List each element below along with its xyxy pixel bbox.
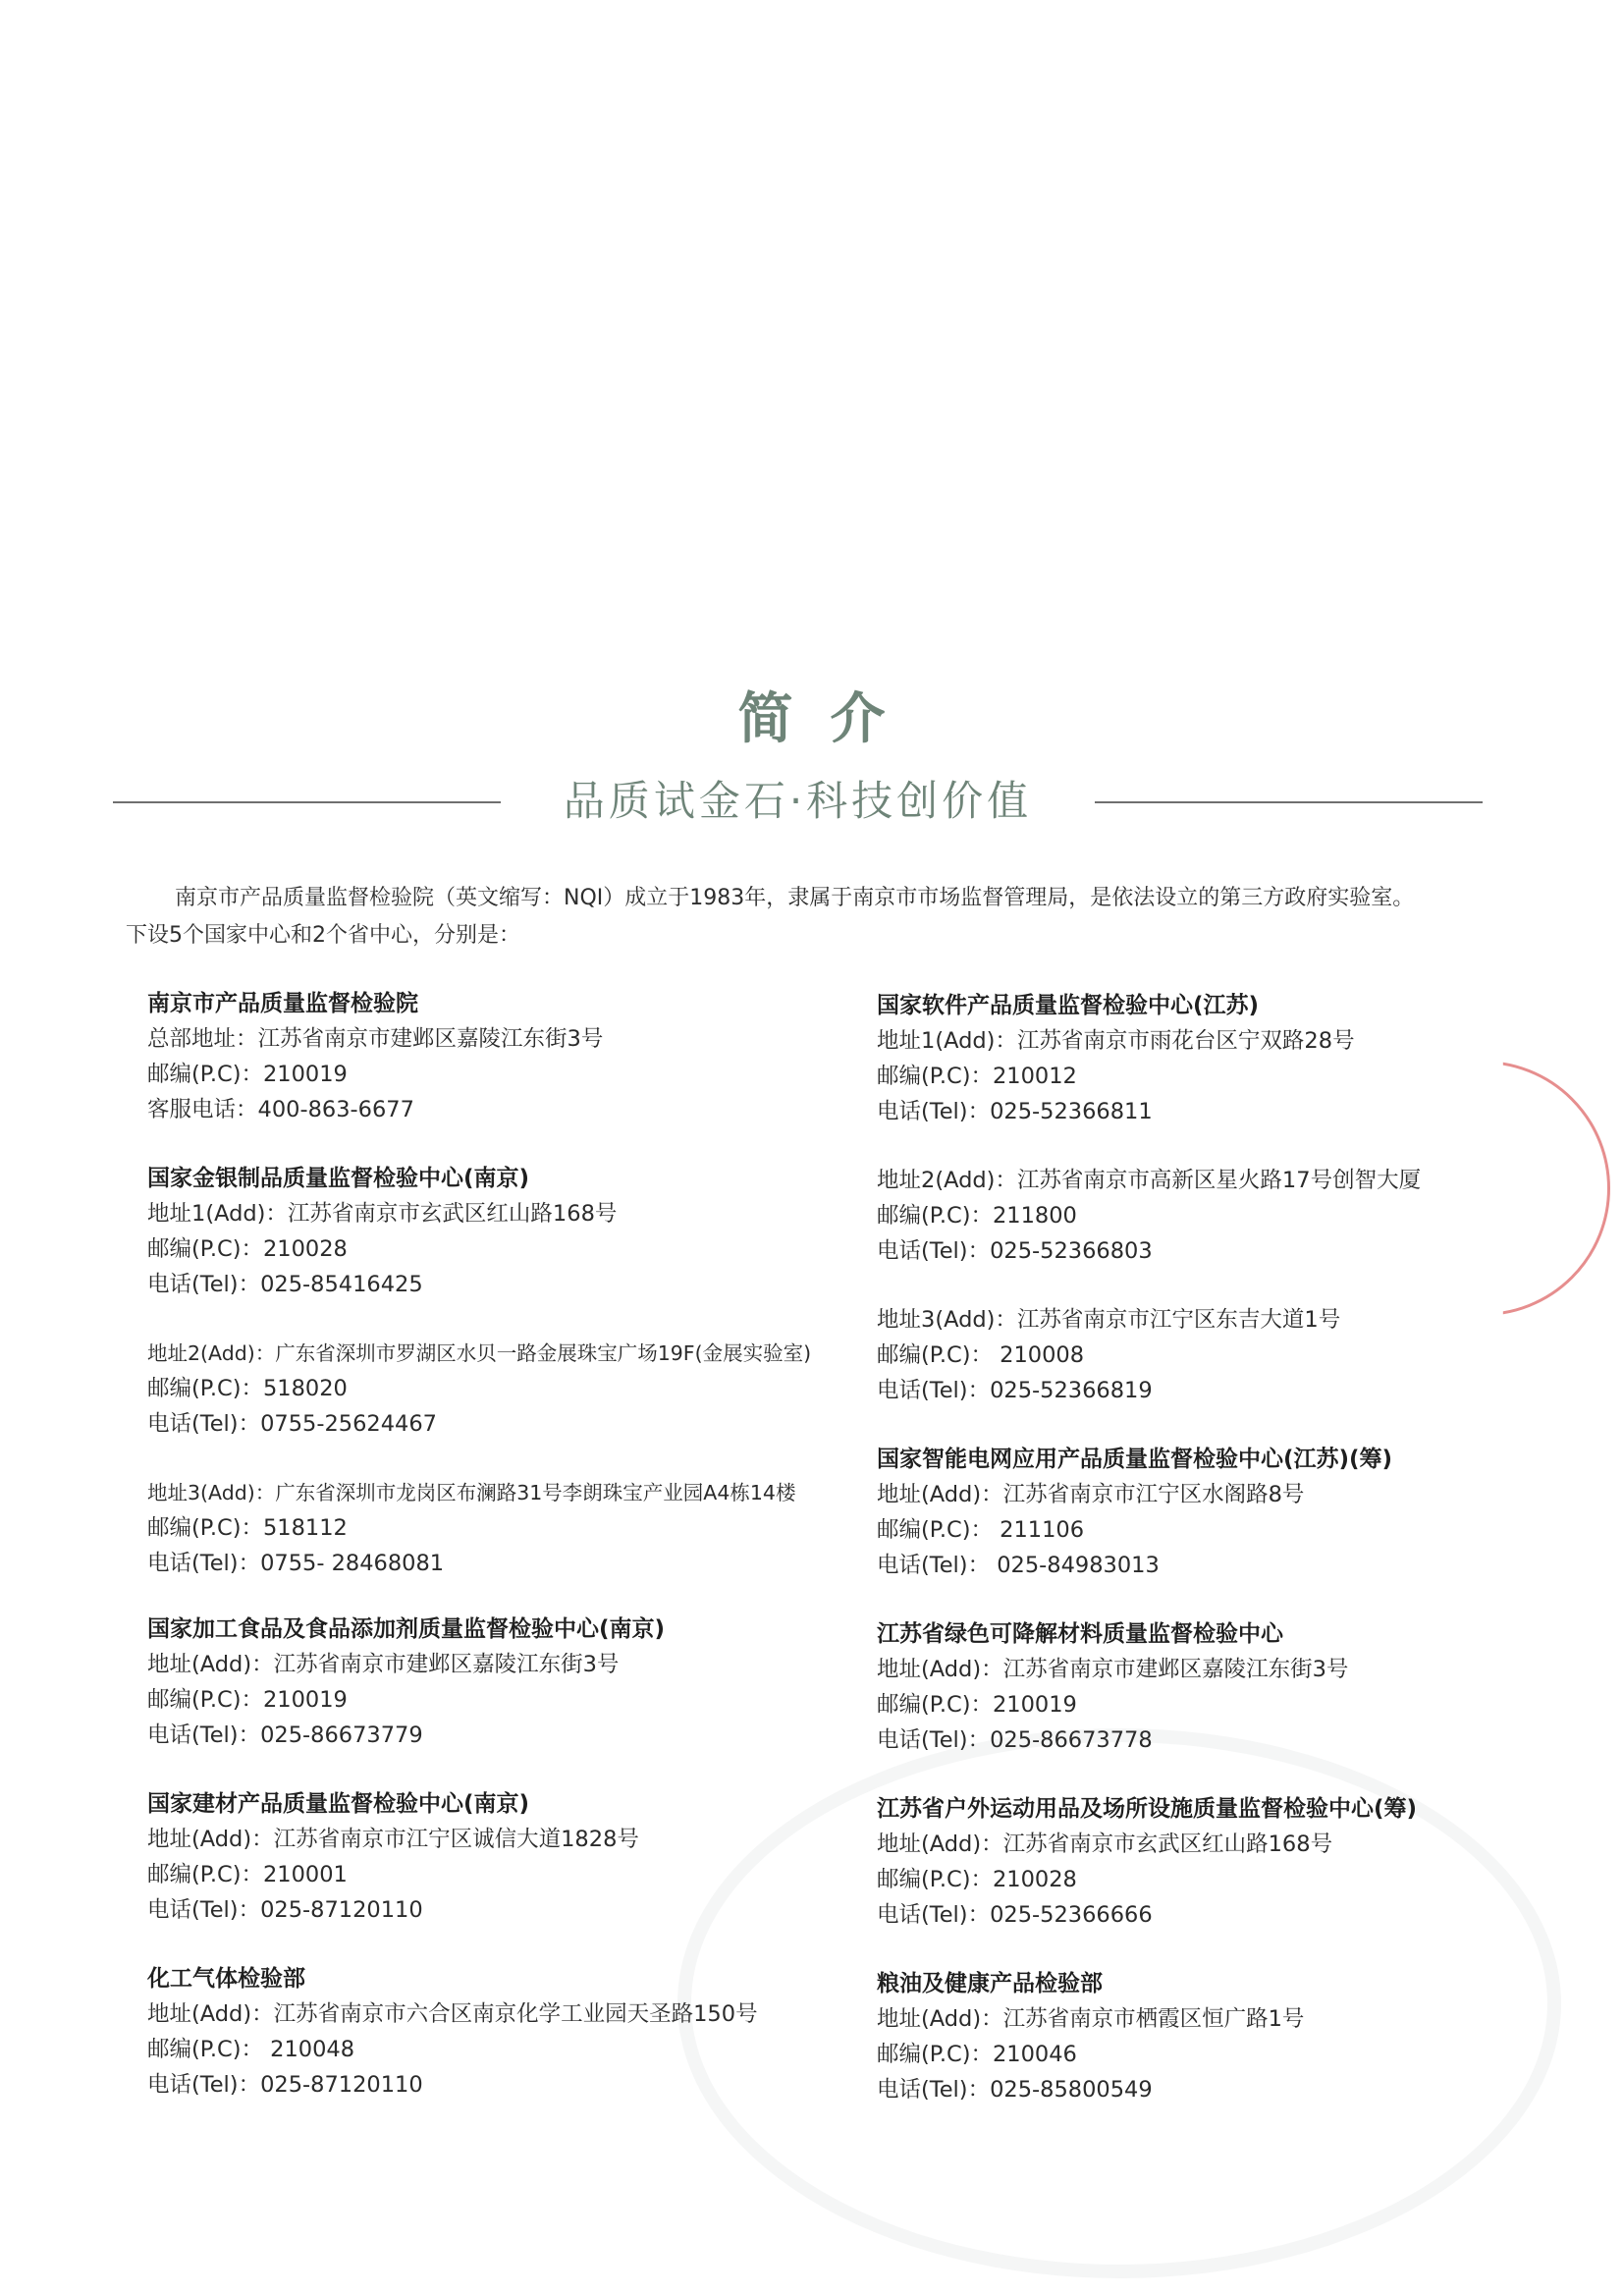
center-heading: 南京市产品质量监督检验院 — [147, 991, 418, 1016]
postcode-line: 邮编(P.C)：210028 — [877, 1867, 1077, 1892]
center-heading: 江苏省绿色可降解材料质量监督检验中心 — [877, 1621, 1283, 1647]
left-column — [147, 986, 854, 2103]
postcode-line: 邮编(P.C)：210046 — [877, 2042, 1077, 2067]
postcode-line: 邮编(P.C)：211800 — [877, 1203, 1077, 1229]
center-block-degradable-materials — [877, 1616, 1584, 1758]
address-line: 地址(Add)：江苏省南京市江宁区水阁路8号 — [877, 1482, 1305, 1507]
address-line: 地址(Add)：江苏省南京市六合区南京化学工业园天圣路150号 — [147, 2001, 758, 2027]
center-heading: 国家智能电网应用产品质量监督检验中心(江苏)(筹) — [877, 1447, 1393, 1472]
phone-line: 电话(Tel)：025-52366811 — [877, 1099, 1153, 1124]
center-heading: 江苏省户外运动用品及场所设施质量监督检验中心(筹) — [877, 1796, 1418, 1822]
postcode-line: 邮编(P.C)：518020 — [147, 1376, 348, 1401]
address-line: 地址3(Add)：广东省深圳市龙岗区布澜路31号李朗珠宝产业园A4栋14楼 — [147, 1481, 796, 1504]
address-line: 地址1(Add)：江苏省南京市雨花台区宁双路28号 — [877, 1028, 1355, 1054]
phone-line: 客服电话：400-863-6677 — [147, 1097, 414, 1122]
postcode-line: 邮编(P.C)：518112 — [147, 1515, 348, 1541]
address-line: 地址3(Add)：江苏省南京市江宁区东吉大道1号 — [877, 1307, 1341, 1333]
postcode-line: 邮编(P.C)：210019 — [147, 1687, 348, 1713]
intro-line-1: 南京市产品质量监督检验院（英文缩写：NQI）成立于1983年，隶属于南京市市场监督管理局，是依法设立的第三方政府实验室。 — [175, 886, 1415, 910]
address-line: 地址(Add)：江苏省南京市建邺区嘉陵江东街3号 — [147, 1652, 620, 1677]
address-line: 地址(Add)：江苏省南京市栖霞区恒广路1号 — [877, 2006, 1305, 2032]
phone-line: 电话(Tel)：025-87120110 — [147, 2072, 423, 2098]
phone-line: 电话(Tel)：025-52366666 — [877, 1902, 1153, 1928]
center-block-grain-oil-health — [877, 1966, 1584, 2107]
phone-line: 电话(Tel)：025-86673778 — [877, 1727, 1153, 1753]
postcode-line: 邮编(P.C)： 210008 — [877, 1342, 1085, 1368]
postcode-line: 邮编(P.C)：210019 — [877, 1692, 1077, 1718]
postcode-line: 邮编(P.C)：210028 — [147, 1236, 348, 1262]
phone-line: 电话(Tel)： 025-84983013 — [877, 1553, 1160, 1578]
address-line: 总部地址：江苏省南京市建邺区嘉陵江东街3号 — [147, 1026, 604, 1052]
right-column — [877, 988, 1584, 2107]
postcode-line: 邮编(P.C)：210019 — [147, 1062, 348, 1087]
phone-line: 电话(Tel)：025-52366819 — [877, 1378, 1153, 1403]
intro — [128, 880, 1502, 955]
center-heading: 国家软件产品质量监督检验中心(江苏) — [877, 993, 1260, 1018]
phone-line: 电话(Tel)：0755-25624467 — [147, 1411, 437, 1437]
address-line: 地址1(Add)：江苏省南京市玄武区红山路168号 — [147, 1201, 618, 1227]
intro-line-2: 下设5个国家中心和2个省中心，分别是： — [126, 923, 520, 948]
address-line: 地址(Add)：江苏省南京市建邺区嘉陵江东街3号 — [877, 1657, 1349, 1682]
postcode-line: 邮编(P.C)： 210048 — [147, 2037, 355, 2062]
center-block-gold-silver — [147, 1161, 854, 1581]
phone-line: 电话(Tel)：025-52366803 — [877, 1238, 1153, 1264]
phone-line: 电话(Tel)：025-85800549 — [877, 2077, 1153, 2103]
center-block-building-materials — [147, 1786, 854, 1928]
postcode-line: 邮编(P.C)：210012 — [877, 1064, 1077, 1089]
phone-line: 电话(Tel)：025-86673779 — [147, 1722, 423, 1748]
postcode-line: 邮编(P.C)：210001 — [147, 1862, 348, 1887]
phone-line: 电话(Tel)：0755- 28468081 — [147, 1551, 445, 1576]
address-line: 地址2(Add)：江苏省南京市高新区星火路17号创智大厦 — [877, 1168, 1422, 1193]
address-line: 地址(Add)：江苏省南京市玄武区红山路168号 — [877, 1831, 1333, 1857]
center-block-smart-grid — [877, 1442, 1584, 1583]
slogan-row — [113, 772, 1483, 831]
divider-right — [1095, 801, 1483, 803]
center-heading: 国家建材产品质量监督检验中心(南京) — [147, 1791, 530, 1817]
center-block-software — [877, 988, 1584, 1408]
postcode-line: 邮编(P.C)： 211106 — [877, 1517, 1085, 1543]
address-line: 地址2(Add)：广东省深圳市罗湖区水贝一路金展珠宝广场19F(金展实验室) — [147, 1341, 812, 1365]
phone-line: 电话(Tel)：025-85416425 — [147, 1272, 423, 1297]
center-heading: 国家金银制品质量监督检验中心(南京) — [147, 1166, 530, 1191]
center-block-nqi — [147, 986, 854, 1127]
address-line: 地址(Add)：江苏省南京市江宁区诚信大道1828号 — [147, 1827, 639, 1852]
center-block-chemical-gas — [147, 1961, 854, 2103]
slogan: 品质试金石·科技创价值 — [563, 777, 1033, 825]
center-heading: 国家加工食品及食品添加剂质量监督检验中心(南京) — [147, 1616, 666, 1642]
page-title: 简介 — [737, 686, 923, 751]
center-heading: 粮油及健康产品检验部 — [877, 1971, 1103, 1996]
center-block-food — [147, 1612, 854, 1753]
center-block-outdoor-sports — [877, 1791, 1584, 1933]
center-heading: 化工气体检验部 — [147, 1966, 305, 1992]
phone-line: 电话(Tel)：025-87120110 — [147, 1897, 423, 1923]
